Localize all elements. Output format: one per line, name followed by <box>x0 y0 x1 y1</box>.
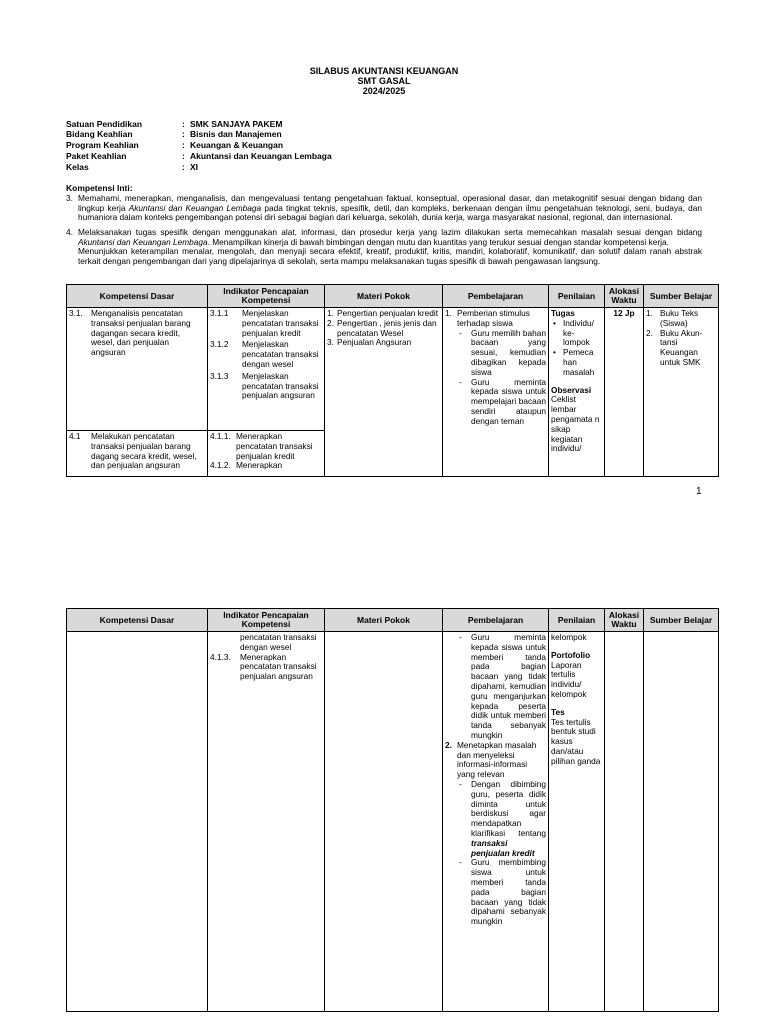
pembelajaran-dash: - Guru membimbing siswa untuk memberi tanda pada bagian bacaan yang tidak dipahami sebanyak mungkin <box>459 857 546 927</box>
header-penilaian: Penilaian <box>549 285 605 308</box>
identity-row: Bidang Keahlian : Bisnis dan Manajemen <box>66 129 282 139</box>
ipk-item: 3.1.3 Menjelaskan pencatatan transaksi penjualan angsuran <box>210 370 319 401</box>
header-materi: Materi Pokok <box>325 285 443 308</box>
kd-item: 4.1 Melakukan pencatatan transaksi penjualan barang dagang secara kredit, wesel, dan penjualan angsuran <box>69 431 197 471</box>
header-pembelajaran: Pembelajaran <box>443 609 549 632</box>
ipk-cell: pencatatan transaksi dengan wesel 4.1.3. Menerapkan pencatatan transaksi penjualan angsuran <box>208 632 325 1012</box>
materi-cell <box>325 308 443 477</box>
pembelajaran-step: 1. Pemberian stimulus terhadap siswa <box>445 308 530 328</box>
header-ipk: Indikator Pencapaian Kompetensi <box>208 609 325 632</box>
pembelajaran-cell <box>443 632 549 1012</box>
identity-row: Satuan Pendidikan : SMK SANJAYA PAKEM <box>66 119 283 129</box>
ipk-item: 3.1.2 Menjelaskan pencatatan transaksi dengan wesel <box>210 339 319 369</box>
ki-3: 3. Memahami, menerapkan, menganalisis, dan mengevaluasi tentang pengetahuan faktual, konseptual, operasional dasar, dan metakognitif sesuai dengan bidang dan lingkup kerja Akuntansi dan Keuangan Lembaga pada tingkat teknis, spesifik, detil, dan kompleks, berkenaan dengan ilmu pengetahuan teknologi, seni, budaya, dan humaniora dalam konteks pengembangan potensi diri sebagai bagian dari keluarga, sekolah, dunia kerja, warga masyarakat nasional, regional, dan internasional. <box>66 193 702 222</box>
sumber-item: 2. Buku Akun- tansi Keuangan untuk SMK <box>646 327 703 367</box>
sumber-cell <box>644 632 719 1012</box>
penilaian-bullet: • Individu/ ke- lompok <box>553 317 594 348</box>
header-kd: Kompetensi Dasar <box>67 285 208 308</box>
kd-cell <box>67 308 208 477</box>
identity-row: Program Keahlian : Keuangan & Keuangan <box>66 140 284 150</box>
identity-row: Paket Keahlian : Akuntansi dan Keuangan Lembaga <box>66 151 332 161</box>
page-number: 1 <box>696 486 702 497</box>
header-pembelajaran: Pembelajaran <box>443 285 549 308</box>
pembelajaran-dash: - Guru meminta kepada siswa untuk memberi tanda pada bagian bacaan yang tidak dipahami, kemudian guru menganjurkan kepada peserta didik untuk memberi tanda sebanyak mungkin <box>459 632 546 740</box>
ki-4: 4. Melaksanakan tugas spesifik dengan menggunakan alat, informasi, dan prosedur kerja yang lazim dilakukan serta memecahkan masalah sesuai dengan bidang Akuntansi dan Keuangan Lembaga. Menampilkan kinerja di bawah bimbingan dengan mutu dan kuantitas yang terukur sesuai dengan standar kompetensi kerja. Menunjukkan keterampilan menalar, mengolah, dan menyaji secara efektif, kreatif, produktif, kritis, mandiri, kolaboratif, komunikatif, dan solutif dalam ranah abstrak terkait dengan pengembangan dari yang dipelajarinya di sekolah, serta mampu melaksanakan tugas spesifik di bawah pengawasan langsung. <box>66 227 702 266</box>
penilaian-cell: Tugas • Individu/ ke- lompok • Pemeca han masalah Observasi Ceklist lembar pengamata n sikap kegiatan individu/ <box>549 308 605 477</box>
ipk-item: 3.1.1 Menjelaskan pencatatan transaksi penjualan kredit <box>210 308 319 338</box>
identity-row: Kelas : XI <box>66 162 199 172</box>
header-kd: Kompetensi Dasar <box>67 609 208 632</box>
header-materi: Materi Pokok <box>325 609 443 632</box>
ipk-item: 4.1.3. Menerapkan pencatatan transaksi penjualan angsuran <box>210 651 317 682</box>
materi-item: 1. Pengertian penjualan kredit <box>327 308 439 318</box>
alokasi-cell <box>605 632 644 1012</box>
header-sumber: Sumber Belajar <box>644 609 719 632</box>
semester-label: SMT GASAL <box>357 76 411 86</box>
ki-heading: Kompetensi Inti: <box>66 183 133 193</box>
year-label: 2024/2025 <box>362 86 406 96</box>
pembelajaran-cell <box>443 308 549 477</box>
pembelajaran-dash: - Dengan dibimbing guru, peserta didik diminta untuk berdiskusi agar mendapatkan klarifikasi tentang transaksi penjualan kredit <box>459 778 546 858</box>
header-ipk: Indikator Pencapaian Kompetensi <box>208 285 325 308</box>
materi-item: 3. Penjualan Angsuran <box>327 337 412 348</box>
ipk-cell <box>208 308 325 477</box>
ipk-item: 4.1.2. Menerapkan <box>210 460 283 471</box>
header-penilaian: Penilaian <box>549 609 605 632</box>
ipk-item: 4.1.1. Menerapkan pencatatan transaksi penjualan kredit <box>210 431 313 461</box>
pembelajaran-dash: - Guru memilih bahan bacaan yang sesuai, kemudian dibagikan kepada siswa <box>459 327 546 377</box>
alokasi-cell: 12 Jp <box>605 308 644 477</box>
sumber-cell <box>644 308 719 477</box>
kd-item: 3.1. Menganalisis pencatatan transaksi penjualan barang dagangan secara kredit, wesel, dan penjualan angsuran <box>69 308 191 358</box>
pembelajaran-dash: - Guru meminta kepada siswa untuk mempelajari bacaan sendiri ataupun dengan teman <box>459 376 546 426</box>
document-title: SILABUS AKUNTANSI KEUANGAN <box>309 66 459 76</box>
header-alokasi: Alokasi Waktu <box>605 609 644 632</box>
pembelajaran-step: 2. Menetapkan masalah dan menyeleksi informasi-informasi yang relevan <box>445 739 537 780</box>
penilaian-cell: kelompok Portofolio Laporan tertulis individu/ kelompok Tes Tes tertulis bentuk studi kasus dan/atau pilihan ganda <box>549 632 605 1012</box>
kd-cell <box>67 632 208 1012</box>
syllabus-table-page1 <box>66 284 719 477</box>
penilaian-bullet: • Pemeca han masalah <box>553 347 595 377</box>
materi-cell <box>325 632 443 1012</box>
sumber-item: 1. Buku Teks (Siswa) <box>646 308 699 328</box>
header-sumber: Sumber Belajar <box>644 285 719 308</box>
syllabus-table-page2 <box>66 608 719 1012</box>
materi-item: 2. Pengertian , jenis jenis dan pencatatan Wesel <box>327 317 437 338</box>
header-alokasi: Alokasi Waktu <box>605 285 644 308</box>
